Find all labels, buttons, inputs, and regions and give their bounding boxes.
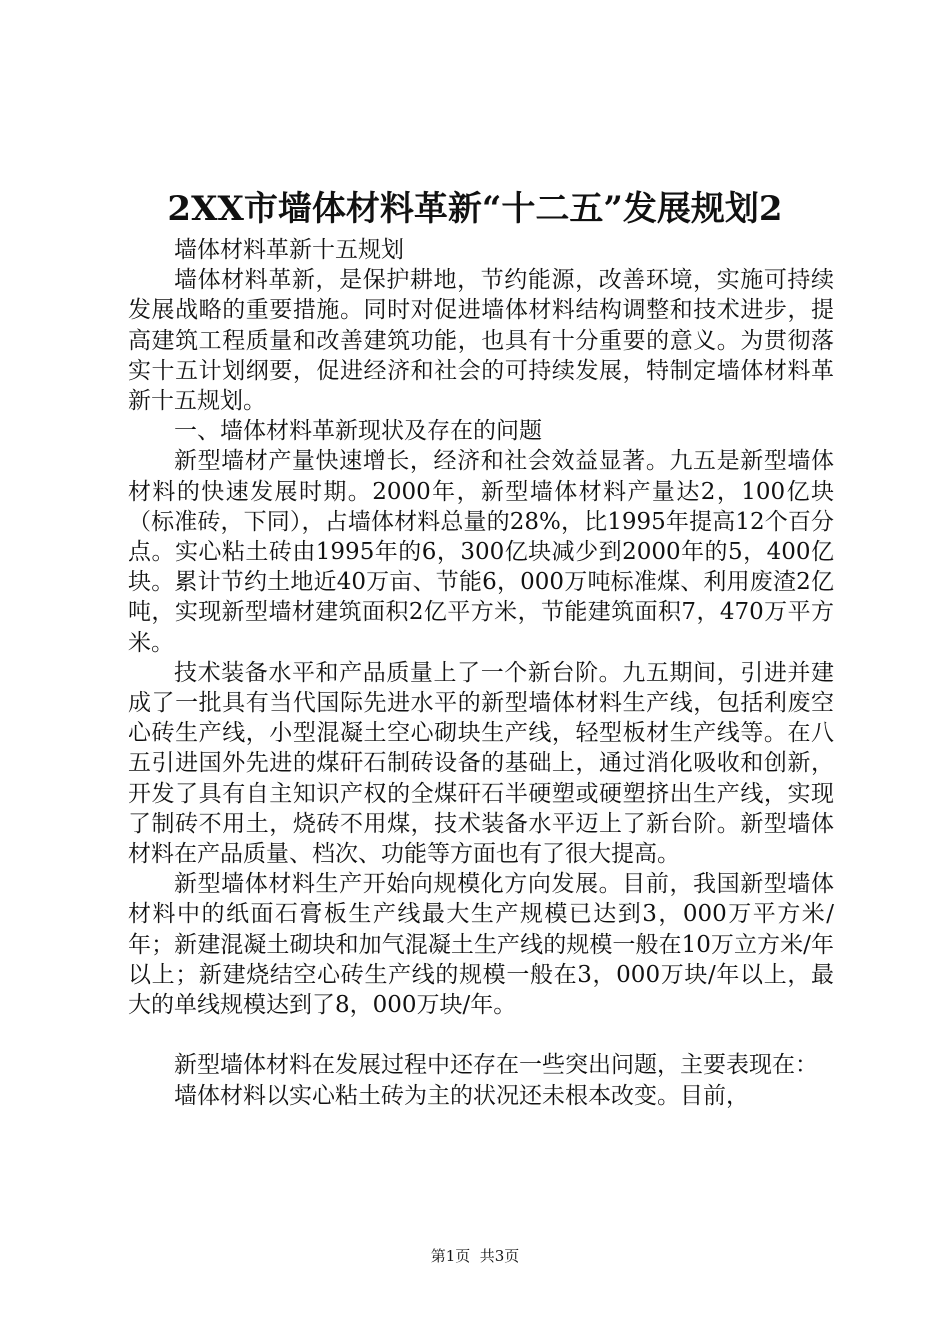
paragraph-intro: 墙体材料革新，是保护耕地，节约能源，改善环境，实施可持续发展战略的重要措施。同时对促进墙体材料结构调整和技术进步，提高建筑工程质量和改善建筑功能，也具有十分重要的意义。为贯彻落实十五计划纲要，促进经济和社会的可持续发展，特制定墙体材料革新十五规划。 <box>128 267 834 415</box>
document-title: 2XX市墙体材料革新“十二五”发展规划2 <box>167 189 783 229</box>
section-heading: 一、墙体材料革新现状及存在的问题 <box>174 418 542 445</box>
paragraph-problems-intro: 新型墙体材料在发展过程中还存在一些突出问题，主要表现在： <box>174 1052 818 1079</box>
paragraph-tech-equipment: 技术装备水平和产品质量上了一个新台阶。九五期间，引进并建成了一批具有当代国际先进水平的新型墙体材料生产线，包括利废空心砖生产线，小型混凝土空心砌块生产线，轻型板材生产线等。在八五引进国外先进的煤矸石制砖设备的基础上，通过消化吸收和创新，开发了具有自主知识产权的全煤矸石半硬塑或硬塑挤出生产线，实现了制砖不用土，烧砖不用煤，技术装备水平迈上了新台阶。新型墙体材料在产品质量、档次、功能等方面也有了很大提高。 <box>128 659 834 868</box>
document-body <box>128 235 834 1111</box>
paragraph-subtitle: 墙体材料革新十五规划 <box>174 237 404 263</box>
paragraph-clay-brick: 墙体材料以实心粘土砖为主的状况还未根本改变。目前， <box>174 1082 749 1109</box>
page-footer: 第1页 共3页 <box>430 1247 520 1265</box>
paragraph-scale-development: 新型墙体材料生产开始向规模化方向发展。目前，我国新型墙体材料中的纸面石膏板生产线最大生产规模已达到3，000万平方米/年；新建混凝土砌块和加气混凝土生产线的规模一般在10万立方米/年以上；新建烧结空心砖生产线的规模一般在3，000万块/年以上，最大的单线规模达到了8，000万块/年。 <box>128 871 834 1019</box>
paragraph-output-growth: 新型墙材产量快速增长，经济和社会效益显著。九五是新型墙体材料的快速发展时期。2000年，新型墙体材料产量达2，100亿块（标准砖，下同），占墙体材料总量的28%，比1995年提高12个百分点。实心粘土砖由1995年的6，300亿块减少到2000年的5，400亿块。累计节约土地近40万亩、节能6，000万吨标准煤、利用废渣2亿吨，实现新型墙材建筑面积2亿平方米，节能建筑面积7，470万平方米。 <box>128 448 834 656</box>
